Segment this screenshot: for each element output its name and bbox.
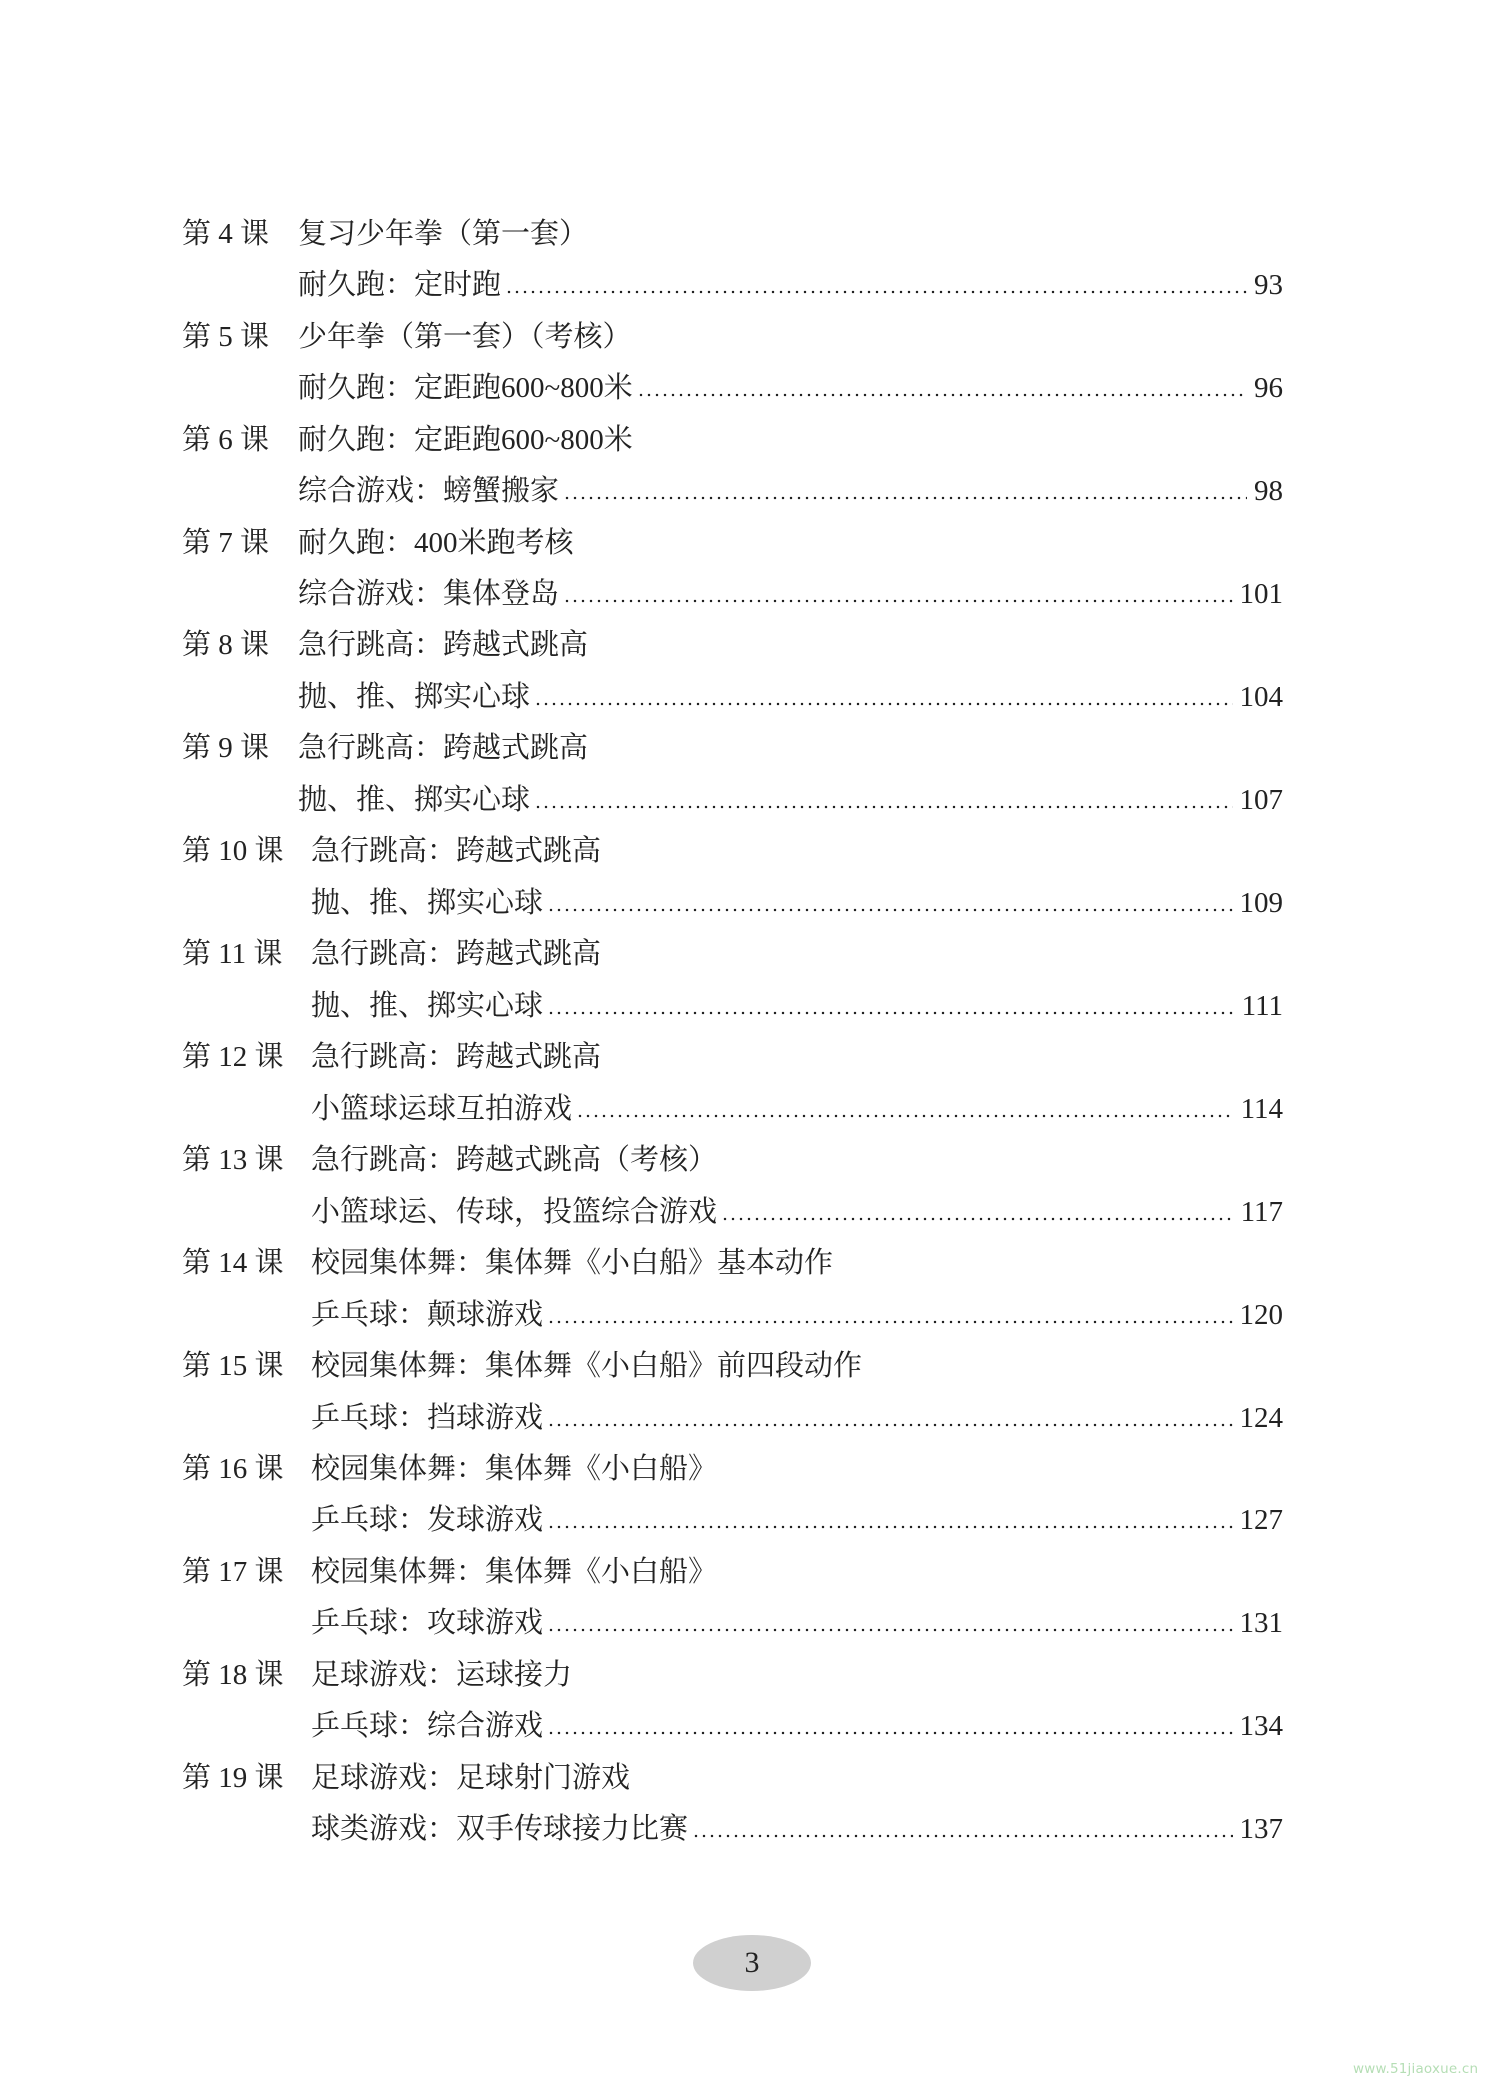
lesson-title: 复习少年拳（第一套） xyxy=(298,217,589,250)
lesson-number: 第 11 课 xyxy=(182,938,283,971)
toc-entry[interactable] xyxy=(182,1392,1283,1443)
toc-entry[interactable] xyxy=(182,877,1283,928)
toc-entry[interactable] xyxy=(182,774,1283,825)
lesson-title: 少年拳（第一套）（考核） xyxy=(298,320,632,353)
lesson-number: 第 9 课 xyxy=(182,732,270,765)
toc-lesson-row xyxy=(182,517,1283,568)
lesson-subtitle: 乒乓球：颠球游戏 xyxy=(311,1298,544,1331)
lesson-subtitle: 乒乓球：综合游戏 xyxy=(311,1710,544,1743)
lesson-number: 第 16 课 xyxy=(182,1452,284,1485)
page-number: 114 xyxy=(1240,1092,1283,1125)
lesson-number: 第 4 课 xyxy=(182,217,270,250)
toc-lesson-row xyxy=(182,1134,1283,1185)
dot-leader xyxy=(563,599,1232,603)
lesson-number: 第 6 课 xyxy=(182,423,270,456)
page-number-label: 3 xyxy=(744,1946,760,1979)
dot-leader xyxy=(534,702,1232,706)
dot-leader xyxy=(547,1525,1232,1529)
page-number: 120 xyxy=(1239,1298,1283,1331)
dot-leader xyxy=(534,805,1232,809)
lesson-title: 足球游戏：运球接力 xyxy=(311,1658,573,1691)
lesson-number: 第 7 课 xyxy=(182,526,270,559)
page-number-badge xyxy=(693,1935,811,1991)
watermark: www.51jiaoxue.cn xyxy=(1353,2061,1479,2077)
toc-entry[interactable] xyxy=(182,980,1283,1031)
toc-entry[interactable] xyxy=(182,1701,1283,1752)
lesson-subtitle: 综合游戏：螃蟹搬家 xyxy=(298,475,560,508)
lesson-number: 第 19 课 xyxy=(182,1761,284,1794)
page-number: 98 xyxy=(1254,475,1283,508)
lesson-title: 校园集体舞：集体舞《小白船》前四段动作 xyxy=(311,1350,863,1383)
toc-lesson-row xyxy=(182,826,1283,877)
toc-entry[interactable] xyxy=(182,671,1283,722)
lesson-title: 急行跳高：跨越式跳高（考核） xyxy=(311,1144,718,1177)
lesson-subtitle: 乒乓球：攻球游戏 xyxy=(311,1607,544,1640)
page-number: 137 xyxy=(1239,1813,1283,1846)
toc-entry[interactable] xyxy=(182,259,1283,310)
toc-entry[interactable] xyxy=(182,465,1283,516)
lesson-number: 第 13 课 xyxy=(182,1144,284,1177)
toc-lesson-row xyxy=(182,1032,1283,1083)
page-number: 127 xyxy=(1239,1504,1283,1537)
page-number: 96 xyxy=(1254,372,1283,405)
lesson-subtitle: 耐久跑：定距跑600~800米 xyxy=(298,372,633,405)
page-number: 104 xyxy=(1239,680,1283,713)
dot-leader xyxy=(505,290,1247,294)
lesson-number: 第 10 课 xyxy=(182,835,284,868)
lesson-title: 校园集体舞：集体舞《小白船》 xyxy=(311,1452,718,1485)
lesson-number: 第 18 课 xyxy=(182,1658,284,1691)
dot-leader xyxy=(576,1114,1234,1118)
lesson-number: 第 8 课 xyxy=(182,629,270,662)
lesson-number: 第 17 课 xyxy=(182,1555,284,1588)
lesson-title: 足球游戏：足球射门游戏 xyxy=(311,1761,631,1794)
dot-leader xyxy=(721,1217,1234,1221)
dot-leader xyxy=(547,1011,1235,1015)
lesson-number: 第 12 课 xyxy=(182,1041,284,1074)
page-number: 117 xyxy=(1240,1195,1283,1228)
lesson-number: 第 5 课 xyxy=(182,320,270,353)
lesson-title: 急行跳高：跨越式跳高 xyxy=(311,835,602,868)
toc-lesson-row xyxy=(182,414,1283,465)
toc-entry[interactable] xyxy=(182,1186,1283,1237)
toc-entry[interactable] xyxy=(182,568,1283,619)
page-number: 93 xyxy=(1254,269,1283,302)
lesson-subtitle: 乒乓球：发球游戏 xyxy=(311,1504,544,1537)
lesson-title: 耐久跑：400米跑考核 xyxy=(298,526,574,559)
lesson-title: 急行跳高：跨越式跳高 xyxy=(311,1041,602,1074)
lesson-subtitle: 抛、推、掷实心球 xyxy=(298,680,531,713)
dot-leader xyxy=(692,1834,1232,1838)
lesson-title: 耐久跑：定距跑600~800米 xyxy=(298,423,633,456)
lesson-subtitle: 小篮球运、传球，投篮综合游戏 xyxy=(311,1195,718,1228)
lesson-subtitle: 耐久跑：定时跑 xyxy=(298,269,502,302)
toc-entry[interactable] xyxy=(182,362,1283,413)
lesson-subtitle: 抛、推、掷实心球 xyxy=(311,886,544,919)
lesson-subtitle: 抛、推、掷实心球 xyxy=(298,783,531,816)
lesson-title: 校园集体舞：集体舞《小白船》基本动作 xyxy=(311,1247,834,1280)
toc-lesson-row xyxy=(182,620,1283,671)
toc-entry[interactable] xyxy=(182,1083,1283,1134)
lesson-subtitle: 综合游戏：集体登岛 xyxy=(298,578,560,611)
lesson-subtitle: 小篮球运球互拍游戏 xyxy=(311,1092,573,1125)
toc-entry[interactable] xyxy=(182,1598,1283,1649)
toc-lesson-row xyxy=(182,1752,1283,1803)
lesson-number: 第 14 课 xyxy=(182,1247,284,1280)
dot-leader xyxy=(547,1628,1232,1632)
dot-leader xyxy=(563,496,1247,500)
dot-leader xyxy=(547,1423,1232,1427)
toc-lesson-row xyxy=(182,1237,1283,1288)
toc-entry[interactable] xyxy=(182,1804,1283,1855)
dot-leader xyxy=(637,393,1247,397)
page-number: 134 xyxy=(1239,1710,1283,1743)
page-number: 111 xyxy=(1241,989,1283,1022)
toc-lesson-row xyxy=(182,723,1283,774)
lesson-title: 急行跳高：跨越式跳高 xyxy=(311,938,602,971)
lesson-subtitle: 乒乓球：挡球游戏 xyxy=(311,1401,544,1434)
page-number: 107 xyxy=(1239,783,1283,816)
lesson-title: 急行跳高：跨越式跳高 xyxy=(298,629,589,662)
toc-entry[interactable] xyxy=(182,1495,1283,1546)
toc-lesson-row xyxy=(182,208,1283,259)
toc-lesson-row xyxy=(182,1340,1283,1391)
page-number: 109 xyxy=(1239,886,1283,919)
table-of-contents xyxy=(182,208,1283,1855)
lesson-number: 第 15 课 xyxy=(182,1350,284,1383)
dot-leader xyxy=(547,1731,1232,1735)
toc-lesson-row xyxy=(182,1546,1283,1597)
lesson-title: 校园集体舞：集体舞《小白船》 xyxy=(311,1555,718,1588)
page-number: 124 xyxy=(1239,1401,1283,1434)
page-number: 131 xyxy=(1239,1607,1283,1640)
dot-leader xyxy=(547,908,1232,912)
toc-lesson-row xyxy=(182,1443,1283,1494)
lesson-title: 急行跳高：跨越式跳高 xyxy=(298,732,589,765)
toc-lesson-row xyxy=(182,311,1283,362)
page-number: 101 xyxy=(1239,578,1283,611)
toc-lesson-row xyxy=(182,1649,1283,1700)
toc-entry[interactable] xyxy=(182,1289,1283,1340)
toc-lesson-row xyxy=(182,929,1283,980)
lesson-subtitle: 抛、推、掷实心球 xyxy=(311,989,544,1022)
lesson-subtitle: 球类游戏：双手传球接力比赛 xyxy=(311,1813,689,1846)
dot-leader xyxy=(547,1320,1232,1324)
